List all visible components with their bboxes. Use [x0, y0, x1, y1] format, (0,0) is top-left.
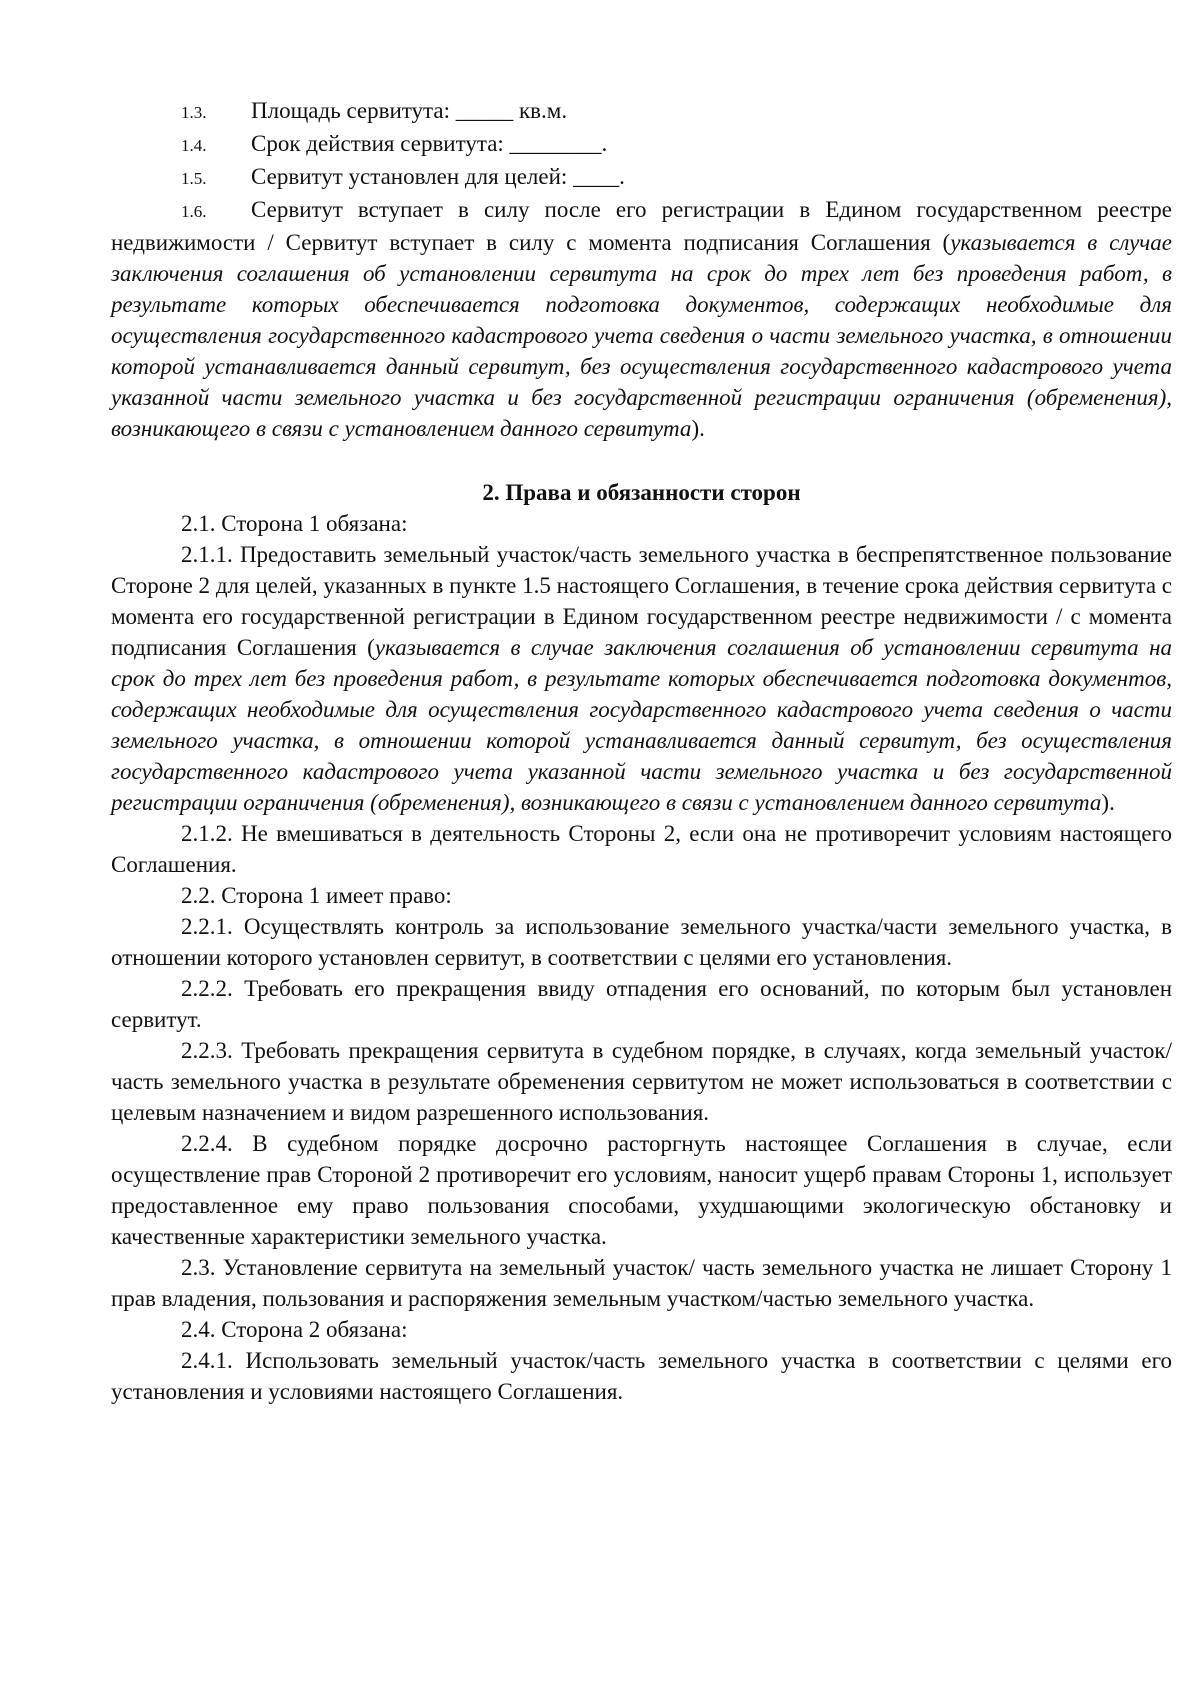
clause-text: Срок действия сервитута: ________. — [251, 131, 608, 156]
clause-2-1: 2.1. Сторона 1 обязана: — [181, 511, 408, 536]
clause-2-2-3: 2.2.3. Требовать прекращения сервитута в судебном порядке, в случаях, когда земельный участок/ часть земельного участка в результате обременения сервитутом не может использоваться в соответствии с целевым назначением и видом разрешенного использования. — [111, 1038, 1172, 1125]
clause-text-end: ). — [691, 416, 705, 441]
clause-1-3 — [111, 95, 1172, 128]
clause-2-2-1: 2.2.1. Осуществлять контроль за использование земельного участка/части земельного участка, в отношении которого установлен сервитут, в соответствии с целями его установления. — [111, 914, 1172, 970]
clause-2-3: 2.3. Установление сервитута на земельный участок/ часть земельного участка не лишает Сторону 1 прав владения, пользования и распоряжения земельным участком/частью земельного участка. — [111, 1255, 1172, 1311]
clause-2-2: 2.2. Сторона 1 имеет право: — [181, 883, 452, 908]
clause-note-italic: указывается в случае заключения соглашения об установлении сервитута на срок до трех лет без проведения работ, в результате которых обеспечивается подготовка документов, содержащих необходимые для осуществления государственного кадастрового учета сведения о части земельного участка, в отношении которой устанавливается данный сервитут, без осуществления государственного кадастрового учета указанной части земельного участка и без государственной регистрации ограничения (обременения), возникающего в связи с установлением данного сервитута — [111, 635, 1172, 815]
clause-2-2-2: 2.2.2. Требовать его прекращения ввиду отпадения его оснований, по которым был установлен сервитут. — [111, 976, 1172, 1032]
clause-1-5 — [111, 161, 1172, 194]
clause-2-2-4: 2.2.4. В судебном порядке досрочно расторгнуть настоящее Соглашения в случае, если осуществление прав Стороной 2 противоречит его условиям, наносит ущерб правам Стороны 1, использует предоставленное ему право пользования способами, ухудшающими экологическую обстановку и качественные характеристики земельного участка. — [111, 1131, 1172, 1249]
document-page — [111, 95, 1172, 1407]
clause-1-4 — [111, 128, 1172, 161]
clause-1-6 — [111, 194, 1172, 444]
clause-2-4: 2.4. Сторона 2 обязана: — [181, 1317, 408, 1342]
clause-2-1-1 — [111, 539, 1172, 818]
clause-2-1-2: 2.1.2. Не вмешиваться в деятельность Стороны 2, если она не противоречит условиям настоящего Соглашения. — [111, 821, 1172, 877]
clause-number: 1.3. — [181, 103, 207, 122]
clause-text: Сервитут установлен для целей: ____. — [251, 164, 625, 189]
clause-text: 2.1.1. Предоставить земельный участок/часть земельного участка в беспрепятственное пользование Стороне 2 для целей, указанных в пункте 1.5 настоящего Соглашения, в течение срока действия сервитута с момента его государственной регистрации в Едином государственном реестре недвижимости / с момента подписания Соглашения ( — [111, 542, 1172, 660]
clause-text: Сервитут вступает в силу после его регистрации в Едином государственном реестре недвижимости / Сервитут вступает в силу с момента подписания Соглашения ( — [111, 197, 1172, 255]
clause-text-end: ). — [1101, 790, 1115, 815]
clause-2-4-1: 2.4.1. Использовать земельный участок/часть земельного участка в соответствии с целями его установления и условиями настоящего Соглашения. — [111, 1348, 1172, 1404]
section-heading: 2. Права и обязанности сторон — [482, 480, 801, 505]
clause-text: Площадь сервитута: _____ кв.м. — [251, 98, 568, 123]
clause-note-italic: указывается в случае заключения соглашения об установлении сервитута на срок до трех лет без проведения работ, в результате которых обеспечивается подготовка документов, содержащих необходимые для осуществления государственного кадастрового учета сведения о части земельного участка, в отношении которой устанавливается данный сервитут, без осуществления государственного кадастрового учета указанной части земельного участка и без государственной регистрации ограничения (обременения), возникающего в связи с установлением данного сервитута — [111, 230, 1172, 441]
clause-number: 1.5. — [181, 169, 207, 188]
clause-number: 1.6. — [181, 202, 207, 221]
clause-number: 1.4. — [181, 136, 207, 155]
